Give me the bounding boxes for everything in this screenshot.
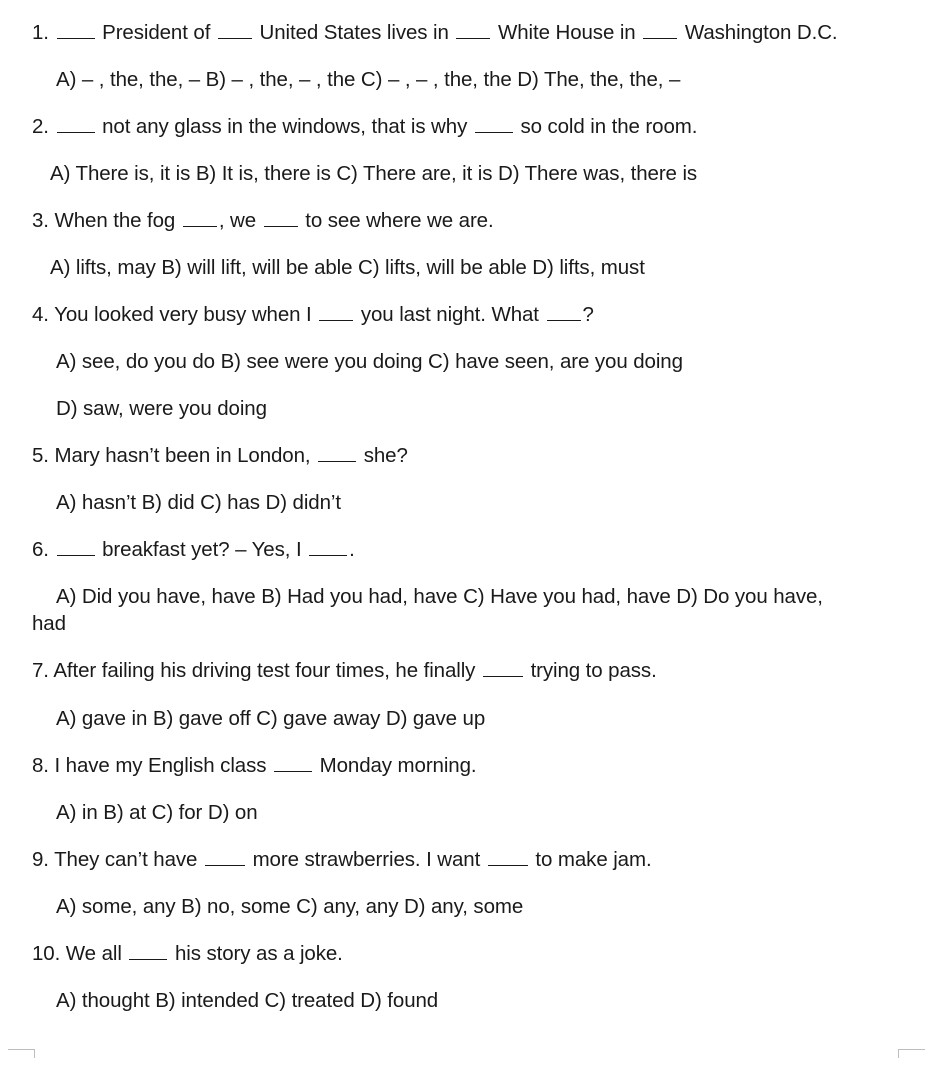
- options-6-wrap: had: [32, 612, 66, 635]
- question-9: [32, 847, 652, 873]
- question-text: 7. After failing his driving test four times, he finally: [32, 659, 476, 682]
- question-text: trying to pass.: [530, 659, 657, 682]
- question-text: she?: [363, 444, 408, 467]
- answer-blank: [57, 537, 95, 556]
- answer-blank: [643, 20, 677, 39]
- question-6: [32, 537, 355, 563]
- answer-blank: [319, 302, 353, 321]
- answer-blank: [318, 443, 356, 462]
- question-3: [32, 208, 494, 234]
- options-6: A) Did you have, have B) Had you had, have C) Have you had, have D) Do you have,: [56, 585, 823, 608]
- question-text: Monday morning.: [319, 754, 477, 777]
- answer-blank: [129, 941, 167, 960]
- options-1: A) – , the, the, – B) – , the, – , the C) – , – , the, the D) The, the, the, –: [56, 68, 681, 91]
- answer-blank: [205, 847, 245, 866]
- answer-blank: [218, 20, 252, 39]
- question-text: , we: [218, 209, 257, 232]
- question-number: 6.: [32, 538, 49, 561]
- options-2: A) There is, it is B) It is, there is C) There are, it is D) There was, there is: [50, 162, 698, 185]
- options-4: A) see, do you do B) see were you doing C) have seen, are you doing: [56, 350, 683, 373]
- question-7: [32, 658, 657, 684]
- question-text: more strawberries. I want: [252, 848, 481, 871]
- answer-blank: [456, 20, 490, 39]
- question-text: his story as a joke.: [175, 942, 343, 965]
- options-9: A) some, any B) no, some C) any, any D) any, some: [56, 895, 524, 918]
- question-text: 3. When the fog: [32, 209, 176, 232]
- answer-blank: [547, 302, 581, 321]
- question-text: 4. You looked very busy when I: [32, 303, 312, 326]
- answer-blank: [264, 208, 298, 227]
- question-text: White House in: [498, 21, 636, 44]
- question-number: 2.: [32, 115, 49, 138]
- question-text: not any glass in the windows, that is why: [102, 115, 468, 138]
- question-number: 1.: [32, 21, 49, 44]
- answer-blank: [274, 753, 312, 772]
- question-text: to see where we are.: [305, 209, 494, 232]
- question-text: .: [349, 538, 355, 561]
- question-text: to make jam.: [535, 848, 652, 871]
- question-10: [32, 941, 343, 967]
- answer-blank: [483, 658, 523, 677]
- question-text: President of: [102, 21, 211, 44]
- question-text: so cold in the room.: [520, 115, 698, 138]
- question-text: breakfast yet? – Yes, I: [102, 538, 302, 561]
- options-10: A) thought B) intended C) treated D) found: [56, 989, 439, 1012]
- answer-blank: [57, 20, 95, 39]
- options-8: A) in B) at C) for D) on: [56, 801, 258, 824]
- question-text: 5. Mary hasn’t been in London,: [32, 444, 311, 467]
- question-8: [32, 753, 477, 779]
- answer-blank: [488, 847, 528, 866]
- crop-mark-right: [898, 1049, 925, 1058]
- question-1: [32, 20, 838, 46]
- options-3: A) lifts, may B) will lift, will be able C) lifts, will be able D) lifts, must: [50, 256, 645, 279]
- answer-blank: [309, 537, 347, 556]
- options-5: A) hasn’t B) did C) has D) didn’t: [56, 491, 341, 514]
- question-text: ?: [582, 303, 594, 326]
- options-4-continued: D) saw, were you doing: [56, 397, 267, 420]
- question-5: [32, 443, 408, 469]
- question-2: [32, 114, 697, 140]
- crop-mark-left: [8, 1049, 35, 1058]
- question-text: you last night. What: [360, 303, 539, 326]
- question-text: 9. They can’t have: [32, 848, 198, 871]
- answer-blank: [57, 114, 95, 133]
- question-text: United States lives in: [259, 21, 449, 44]
- question-text: Washington D.C.: [684, 21, 838, 44]
- answer-blank: [183, 208, 217, 227]
- question-text: 10. We all: [32, 942, 122, 965]
- question-4: [32, 302, 594, 328]
- question-text: 8. I have my English class: [32, 754, 267, 777]
- options-7: A) gave in B) gave off C) gave away D) gave up: [56, 707, 486, 730]
- answer-blank: [475, 114, 513, 133]
